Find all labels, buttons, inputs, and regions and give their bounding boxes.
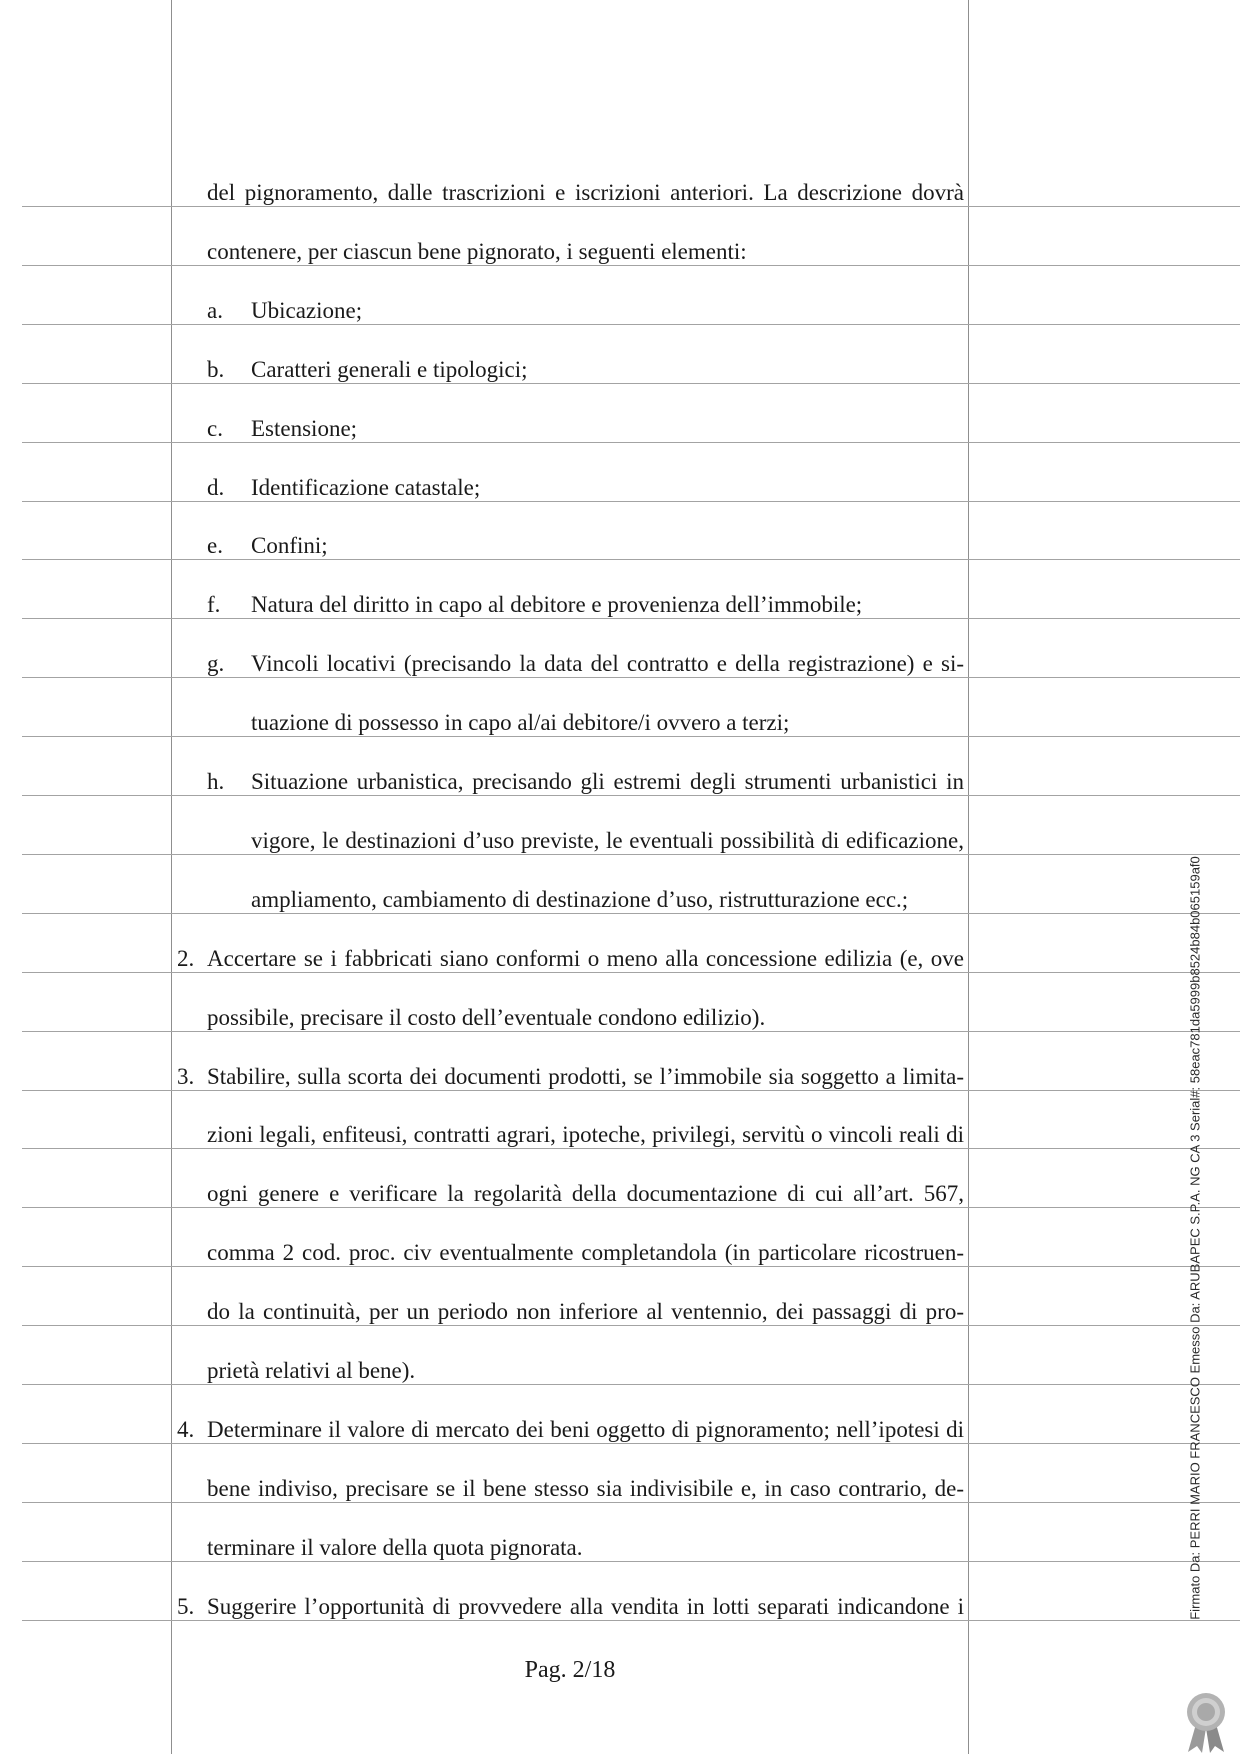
line-text: terminare il valore della quota pignorata. [207, 1534, 583, 1560]
ruled-line [22, 442, 1240, 443]
ruled-line [22, 383, 1240, 384]
line-text: zioni legali, enfiteusi, contratti agrari, ipoteche, privilegi, servitù o vincoli reali di [207, 1122, 964, 1148]
ruled-line [22, 1384, 1240, 1385]
list-marker: f. [207, 592, 221, 618]
line-text: prietà relativi al bene). [207, 1358, 416, 1383]
list-marker: b. [207, 356, 225, 382]
ruled-line [22, 501, 1240, 502]
line-text: Natura del diritto in capo al debitore e provenienza dell’immobile; [251, 592, 863, 618]
list-marker: d. [207, 474, 225, 500]
list-marker: h. [207, 769, 225, 794]
line-text: Confini; [251, 533, 328, 559]
line-text: tuazione di possesso in capo al/ai debitore/i ovvero a terzi; [251, 710, 790, 736]
line-text: bene indiviso, precisare se il bene stesso sia indivisibile e, in caso contrario, de- [207, 1475, 964, 1501]
line-text: ampliamento, cambiamento di destinazione d’uso, ristrutturazione ecc.; [251, 886, 909, 912]
line-text: Suggerire l’opportunità di provvedere alla vendita in lotti separati indicandone i [207, 1593, 964, 1619]
line-text: ogni genere e verificare la regolarità della documentazione di cui all’art. 567, [207, 1181, 964, 1207]
list-marker: 5. [177, 1593, 195, 1619]
line-text: Caratteri generali e tipologici; [251, 356, 528, 382]
ruled-line [22, 559, 1240, 560]
line-text: Situazione urbanistica, precisando gli estremi degli strumenti urbanistici in [251, 769, 964, 794]
page-number: Pag. 2/18 [524, 1657, 616, 1683]
list-marker: 2. [177, 945, 195, 971]
ruled-line [22, 1561, 1240, 1562]
line-text: comma 2 cod. proc. civ eventualmente completandola (in particolare ricostruen- [207, 1240, 964, 1266]
line-text: Accertare se i fabbricati siano conformi o meno alla concessione edilizia (e, ove [207, 945, 964, 971]
list-marker: 3. [177, 1063, 195, 1089]
award-seal-icon [1178, 1690, 1234, 1754]
list-marker: 4. [177, 1416, 195, 1442]
line-text: contenere, per ciascun bene pignorato, i seguenti elementi: [207, 238, 747, 264]
line-text: Vincoli locativi (precisando la data del contratto e della registrazione) e si- [251, 651, 964, 677]
list-marker: c. [207, 415, 223, 441]
line-text: Estensione; [251, 415, 358, 441]
line-text: Stabilire, sulla scorta dei documenti prodotti, se l’immobile sia soggetto a limita- [207, 1063, 964, 1089]
right-margin-line [968, 0, 969, 1754]
line-text: del pignoramento, dalle trascrizioni e iscrizioni anteriori. La descrizione dovrà [207, 180, 964, 205]
list-marker: g. [207, 651, 225, 677]
line-text: vigore, le destinazioni d’uso previste, le eventuali possibilità di edificazione, [251, 827, 964, 853]
list-marker: a. [207, 297, 223, 323]
line-text: Ubicazione; [251, 297, 363, 323]
line-text: do la continuità, per un periodo non inferiore al ventennio, dei passaggi di pro- [207, 1299, 964, 1325]
line-text: Identificazione catastale; [251, 474, 481, 500]
list-marker: e. [207, 533, 223, 559]
digital-signature-text: Firmato Da: PERRI MARIO FRANCESCO Emesso Da: ARUBAPEC S.P.A. NG CA 3 Serial#: 58eac781da5999b8524b84b065159af0 [1187, 856, 1203, 1620]
line-text: possibile, precisare il costo dell’eventuale condono edilizio). [207, 1004, 766, 1030]
ruled-line [22, 324, 1240, 325]
line-text: Determinare il valore di mercato dei beni oggetto di pignoramento; nell’ipotesi di [207, 1416, 964, 1442]
left-margin-line [171, 0, 172, 1754]
